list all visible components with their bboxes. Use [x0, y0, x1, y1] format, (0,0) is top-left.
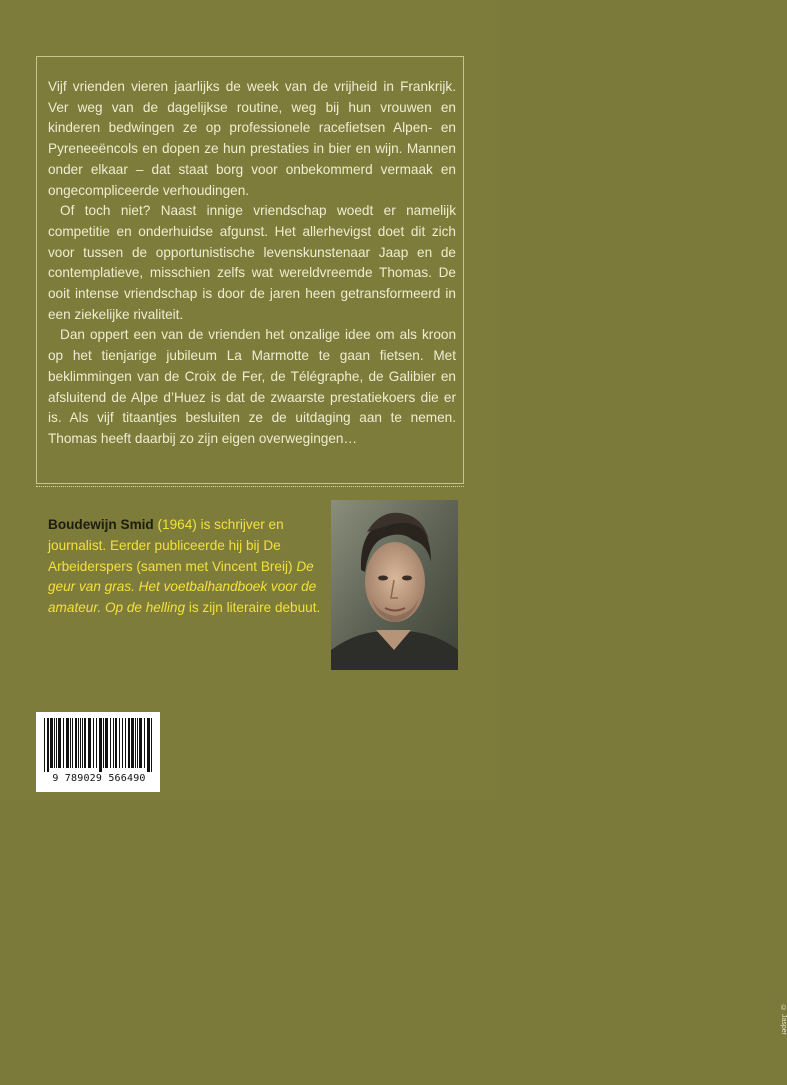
barcode-bar	[137, 718, 138, 768]
isbn-number: 9 789029 566490	[52, 773, 146, 784]
author-photo	[331, 500, 787, 1035]
barcode-bar	[82, 718, 83, 768]
barcode-bar	[96, 718, 97, 768]
barcode-bar	[66, 718, 69, 768]
blurb-text	[48, 77, 456, 450]
author-bio	[48, 515, 323, 619]
barcode-bar	[56, 718, 57, 768]
barcode-bar	[144, 718, 145, 768]
barcode-bar	[135, 718, 136, 768]
barcode-bars	[42, 718, 154, 772]
blurb-paragraph: Of toch niet? Naast innige vriendschap woedt er namelijk competitie en onderhuidse afgunst. Het allerhevigst doet dit zich voor tussen de opportunistische levenskunstenaar Jaap en de contemplatieve, misschien zelfs wat wereldvreemde Thomas. De ooit intense vriendschap is door de jaren heen getransformeerd in een ziekelijke rivaliteit.	[48, 203, 456, 322]
barcode-bar	[63, 718, 64, 768]
barcode-bar	[151, 718, 152, 772]
barcode-bar	[119, 718, 120, 768]
barcode-bar	[72, 718, 73, 768]
barcode-bar	[84, 718, 86, 768]
barcode-bar	[115, 718, 117, 768]
author-name: Boudewijn Smid	[48, 517, 154, 532]
barcode-bar	[122, 718, 123, 768]
barcode-bar	[128, 718, 130, 768]
book-title: De geur van gras. Het voetbalhandboek voor de amateur	[48, 558, 317, 616]
barcode-bar	[125, 718, 126, 768]
photo-credit: © Jasper	[780, 1005, 787, 1035]
barcode-bar	[75, 718, 77, 768]
bio-text: (1964) is schrijver en journalist. Eerder publiceerde hij bij De Arbeiderspers (samen met Vincent Breij)	[48, 517, 297, 574]
section-divider	[36, 486, 464, 487]
bio-text: .	[97, 600, 105, 616]
barcode-bar	[78, 718, 79, 768]
barcode-bar	[131, 718, 134, 768]
barcode-bar	[50, 718, 53, 768]
barcode-bar	[54, 718, 55, 768]
blurb-paragraph: Dan oppert een van de vrienden het onzalige idee om als kroon op het tienjarige jubileum La Marmotte te gaan fietsen. Met beklimmingen van de Croix de Fer, de Télégraphe, de Galibier en afsluitend de Alpe d’Huez is dat de zwaarste prestatiekoers die er is. Als vijf titaantjes besluiten ze de uitdaging aan te nemen. Thomas heeft daarbij zo zijn eigen overwegingen…	[48, 327, 456, 446]
barcode-bar	[88, 718, 91, 768]
barcode-bar	[93, 718, 94, 768]
barcode-bar	[147, 718, 150, 772]
barcode-bar	[113, 718, 114, 768]
book-title: Op de helling	[104, 600, 186, 616]
barcode-bar	[105, 718, 108, 768]
blurb-paragraph: Vijf vrienden vieren jaarlijks de week van de vrijheid in Frankrijk. Ver weg van de dagelijkse routine, weg bij hun vrouwen en kinderen bedwingen ze op professionele racefietsen Alpen- en Pyreneeëncols en dopen ze hun prestaties in bier en wijn. Mannen onder elkaar – dat staat borg voor onbekommerd vermaak en ongecompliceerde verhoudingen.	[48, 79, 456, 198]
bio-text: is zijn literaire debuut.	[185, 600, 321, 616]
barcode-bar	[99, 718, 102, 772]
barcode-bar	[58, 718, 61, 768]
barcode-bar	[139, 718, 142, 768]
barcode-bar	[44, 718, 45, 772]
isbn-barcode	[36, 712, 160, 792]
barcode-bar	[80, 718, 81, 768]
barcode-bar	[110, 718, 111, 768]
barcode-bar	[103, 718, 104, 768]
barcode-bar	[47, 718, 49, 772]
barcode-bar	[70, 718, 71, 768]
